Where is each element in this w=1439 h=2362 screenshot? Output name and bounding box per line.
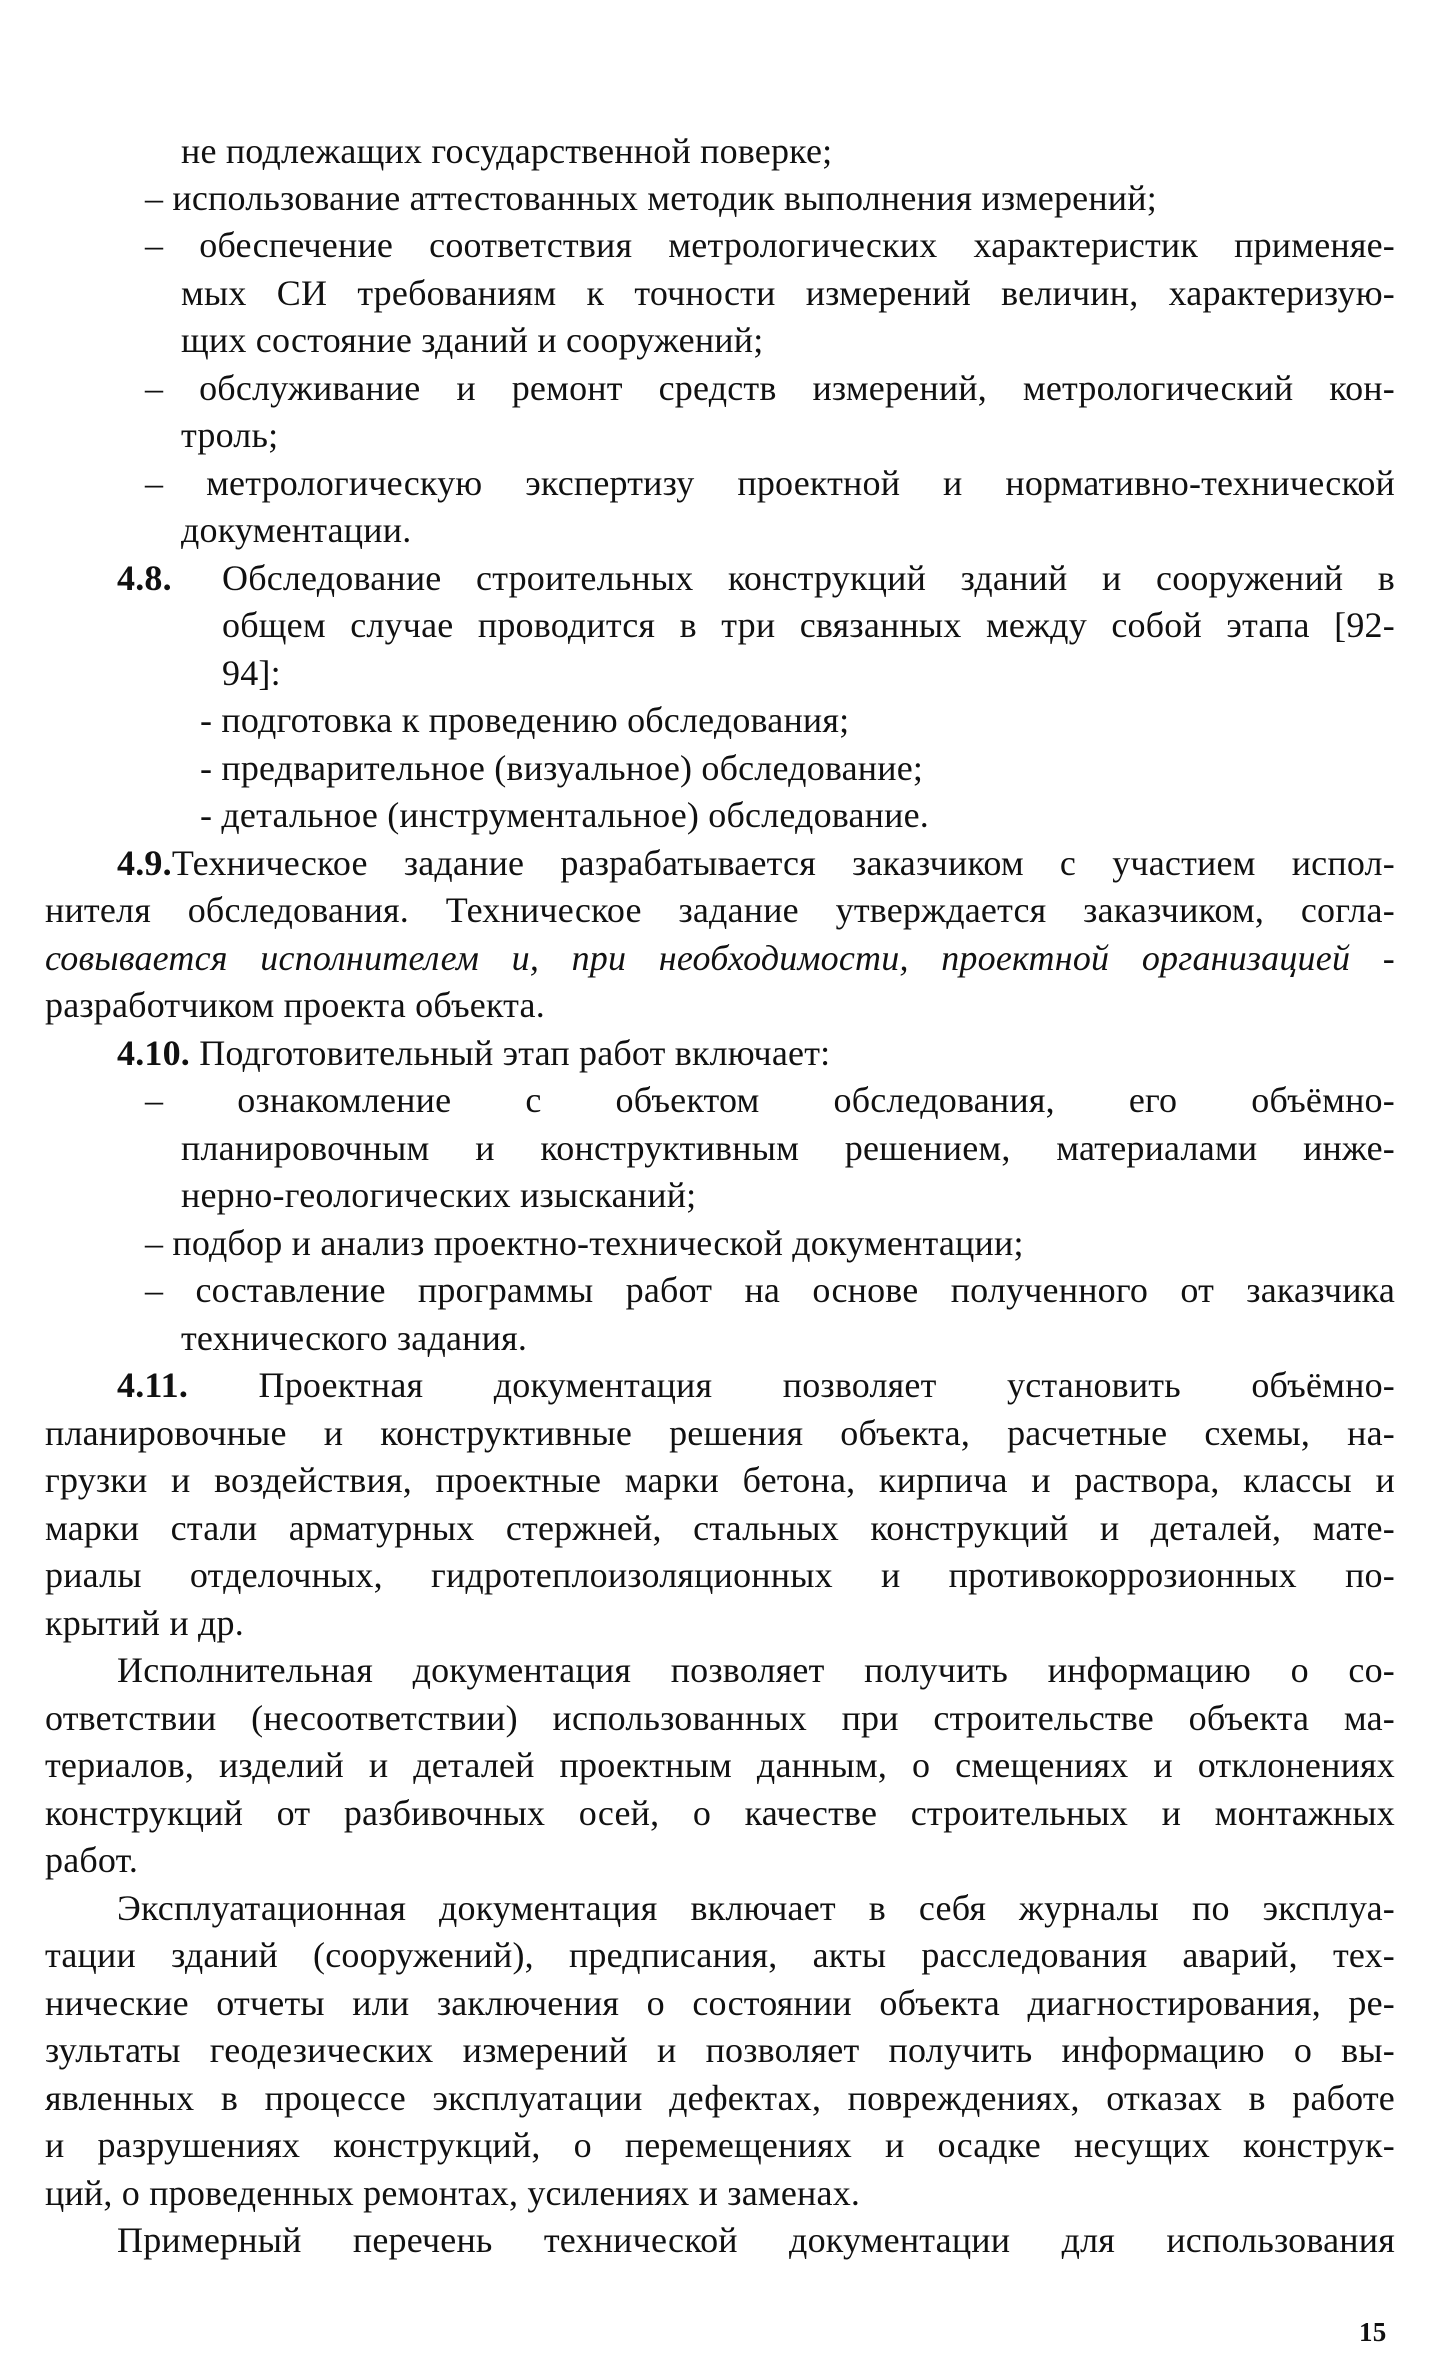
text-word: информацию — [1047, 1650, 1251, 1690]
text-word: его — [1128, 1080, 1178, 1120]
text-line — [45, 987, 545, 1023]
text-word: о — [573, 2125, 592, 2165]
text-word: - — [1382, 938, 1395, 978]
text-word: и — [943, 463, 963, 503]
text-line — [117, 1035, 830, 1071]
text-word: о — [1293, 2030, 1313, 2070]
text-word: и — [1375, 1460, 1395, 1500]
text-word: стали — [170, 1508, 258, 1548]
text-word: монтажных — [1214, 1793, 1395, 1833]
text-word: обследования, — [833, 1080, 1055, 1120]
text-word: СИ — [276, 273, 328, 313]
text-word: ознакомление — [237, 1080, 452, 1120]
text-word: перемещениях — [624, 2125, 852, 2165]
text-line — [45, 2127, 1395, 2163]
text-word: испол- — [1291, 843, 1395, 883]
text-word: кон- — [1329, 368, 1395, 408]
text-line — [117, 1652, 1395, 1688]
text-word: требованиям — [357, 273, 557, 313]
text-segment: 4.8. — [117, 558, 172, 598]
text-word: включает — [690, 1888, 836, 1928]
text-word: (несоответствии) — [251, 1698, 518, 1738]
text-line — [145, 370, 1395, 406]
text-word: и — [1161, 1793, 1182, 1833]
text-word: в — [1377, 558, 1395, 598]
text-word: составление — [195, 1270, 386, 1310]
text-word: конструктивным — [540, 1128, 800, 1168]
text-word: отклонениях — [1197, 1745, 1395, 1785]
text-word: 4.11. — [117, 1365, 189, 1405]
text-segment: троль; — [181, 415, 279, 455]
text-word: информацию — [1061, 2030, 1265, 2070]
text-word: гидротеплоизоляционных — [431, 1555, 833, 1595]
text-word: средств — [658, 368, 777, 408]
text-word: – — [145, 368, 164, 408]
text-segment: – использование аттестованных методик выполнения измерений; — [145, 178, 1157, 218]
text-word: разбивочных — [343, 1793, 546, 1833]
text-segment: работ. — [45, 1840, 139, 1880]
text-word: объёмно- — [1251, 1365, 1395, 1405]
text-word: зданий — [171, 1935, 278, 1975]
text-line — [45, 1510, 1395, 1546]
text-line — [45, 2032, 1395, 2068]
text-segment: - предварительное (визуальное) обследование; — [200, 748, 924, 788]
text-word: объектом — [615, 1080, 760, 1120]
text-word: Обследование — [222, 558, 442, 598]
text-word: использованных — [552, 1698, 807, 1738]
text-word: между — [985, 605, 1087, 645]
text-segment: крытий и др. — [45, 1603, 244, 1643]
text-line — [45, 2175, 860, 2211]
text-word: ма- — [1343, 1698, 1395, 1738]
text-word: и — [1153, 1745, 1173, 1785]
text-word: сооружений — [1156, 558, 1344, 598]
text-word: и, — [511, 938, 540, 978]
text-word: организацией — [1141, 938, 1351, 978]
text-word: Примерный — [117, 2220, 302, 2260]
text-word: классы — [1243, 1460, 1352, 1500]
text-word: измерений — [462, 2030, 628, 2070]
text-word: качестве — [744, 1793, 878, 1833]
text-word: изделий — [218, 1745, 344, 1785]
text-word: с — [1059, 843, 1077, 883]
text-word: позволяет — [782, 1365, 937, 1405]
text-word: технической — [543, 2220, 738, 2260]
text-word: несущих — [1073, 2125, 1210, 2165]
text-line — [222, 607, 1395, 643]
text-word: установить — [1007, 1365, 1181, 1405]
text-word: заказчиком — [852, 843, 1024, 883]
text-word: явленных — [45, 2078, 195, 2118]
text-line — [45, 1605, 244, 1641]
text-word: проектной — [941, 938, 1110, 978]
text-line — [145, 1225, 1024, 1261]
text-line — [181, 133, 832, 169]
text-word: разрабатывается — [560, 843, 816, 883]
text-line — [45, 1557, 1395, 1593]
text-word: величин, — [1001, 273, 1139, 313]
text-word: тации — [45, 1935, 136, 1975]
text-word: соответствия — [429, 225, 633, 265]
text-word: деталей — [413, 1745, 535, 1785]
text-word: получить — [864, 1650, 1009, 1690]
text-word: совывается — [45, 938, 228, 978]
text-word: и — [475, 1128, 495, 1168]
text-word: строительстве — [933, 1698, 1154, 1738]
text-word: метрологический — [1022, 368, 1294, 408]
text-segment: документации. — [181, 510, 412, 550]
text-word: мате- — [1312, 1508, 1395, 1548]
text-line — [145, 465, 1395, 501]
text-word: ре- — [1348, 1983, 1395, 2023]
text-word: измерений, — [812, 368, 987, 408]
text-word: в — [679, 605, 697, 645]
text-word: эксплуа- — [1262, 1888, 1395, 1928]
text-word: Техническое — [445, 890, 642, 930]
text-word: [92- — [1334, 605, 1395, 645]
text-word: точности — [634, 273, 776, 313]
text-word: отчеты — [216, 1983, 325, 2023]
text-line — [45, 1937, 1395, 1973]
text-word: конструкций — [45, 1793, 244, 1833]
text-word: грузки — [45, 1460, 148, 1500]
text-word: заказчика — [1246, 1270, 1395, 1310]
text-word: процессе — [264, 2078, 406, 2118]
text-word: (сооружений), — [313, 1935, 534, 1975]
text-segment: разработчиком проекта объекта. — [45, 985, 545, 1025]
text-word: Техническое — [171, 843, 368, 883]
text-line — [222, 560, 1395, 596]
text-line — [181, 1320, 527, 1356]
text-line — [200, 797, 929, 833]
text-word: три — [721, 605, 776, 645]
text-word: конструкций — [727, 558, 927, 598]
text-word: объекта, — [840, 1413, 971, 1453]
text-word: раствора, — [1074, 1460, 1220, 1500]
text-line — [181, 275, 1395, 311]
text-line — [145, 1082, 1395, 1118]
text-word: дефектах, — [669, 2078, 822, 2118]
text-word: проектной — [737, 463, 901, 503]
text-word: зультаты — [45, 2030, 181, 2070]
text-word: и — [171, 1460, 191, 1500]
text-word: териалов, — [45, 1745, 195, 1785]
text-word: диагностирования, — [1027, 1983, 1321, 2023]
text-word: повреждениях, — [847, 2078, 1080, 2118]
text-word: марки — [45, 1508, 140, 1548]
text-word: схемы, — [1204, 1413, 1311, 1453]
text-word — [117, 845, 368, 881]
text-word: экспертизу — [525, 463, 695, 503]
text-word: объекта — [879, 1983, 1000, 2023]
text-word: осадке — [937, 2125, 1041, 2165]
text-word: необходимости, — [658, 938, 909, 978]
page-number: 15 — [1359, 2317, 1387, 2347]
text-word: обследования. — [187, 890, 410, 930]
text-word: от — [276, 1793, 311, 1833]
text-word: собой — [1111, 605, 1202, 645]
text-line — [145, 1272, 1395, 1308]
text-word: себя — [918, 1888, 987, 1928]
text-word: и — [1099, 1508, 1120, 1548]
text-word: и — [657, 2030, 677, 2070]
text-word: работ — [625, 1270, 713, 1310]
text-word: эксплуатации — [432, 2078, 643, 2118]
text-word: на — [744, 1270, 781, 1310]
text-segment: нерно-геологических изысканий; — [181, 1175, 697, 1215]
text-word: метрологических — [668, 225, 938, 265]
text-word: стержней, — [505, 1508, 662, 1548]
text-line — [181, 417, 278, 453]
text-segment: щих состояние зданий и сооружений; — [181, 320, 764, 360]
text-word: состоянии — [692, 1983, 852, 2023]
text-word: расчетные — [1007, 1413, 1168, 1453]
text-word: геодезических — [209, 2030, 434, 2070]
text-word: и — [45, 2125, 65, 2165]
text-word: 4.9. — [117, 843, 172, 883]
text-word: противокоррозионных — [948, 1555, 1297, 1595]
text-segment: ций, о проведенных ремонтах, усилениях и заменах. — [45, 2173, 861, 2213]
text-word: планировочные — [45, 1413, 287, 1453]
text-line — [45, 1795, 1395, 1831]
text-word: получить — [888, 2030, 1033, 2070]
text-word: Исполнительная — [117, 1650, 373, 1690]
text-word: позволяет — [705, 2030, 860, 2070]
text-word: метрологическую — [206, 463, 483, 503]
text-word: ремонт — [511, 368, 623, 408]
text-word: марки — [624, 1460, 720, 1500]
text-word: предписания, — [568, 1935, 778, 1975]
text-word: нормативно-технической — [1005, 463, 1395, 503]
text-line — [117, 2222, 1395, 2258]
text-line — [45, 1747, 1395, 1783]
text-word: применяе- — [1234, 225, 1395, 265]
text-word: проектные — [435, 1460, 602, 1500]
text-word: конструктивные — [380, 1413, 633, 1453]
text-line — [181, 512, 411, 548]
text-segment: - детальное (инструментальное) обследование. — [200, 795, 929, 835]
text-word: нителя — [45, 890, 151, 930]
text-word: при — [841, 1698, 899, 1738]
text-word: обслуживание — [199, 368, 421, 408]
text-line — [117, 1367, 1395, 1403]
text-line — [45, 1415, 1395, 1451]
text-word: документация — [493, 1365, 713, 1405]
text-word: характеристик — [973, 225, 1199, 265]
text-line — [117, 845, 1395, 881]
text-word: этапа — [1226, 605, 1310, 645]
text-word: строительных — [910, 1793, 1129, 1833]
text-word: с — [525, 1080, 542, 1120]
text-word: кирпича — [878, 1460, 1008, 1500]
text-word: строительных — [476, 558, 694, 598]
text-word: и — [323, 1413, 344, 1453]
text-line — [145, 180, 1395, 216]
text-word: согла- — [1300, 890, 1395, 930]
text-word: в — [868, 1888, 886, 1928]
text-word: позволяет — [670, 1650, 825, 1690]
text-word: или — [352, 1983, 410, 2023]
text-word: и — [368, 1745, 389, 1785]
text-word: проектным — [559, 1745, 733, 1785]
text-word: ответствии — [45, 1698, 217, 1738]
text-word: смещениях — [955, 1745, 1129, 1785]
text-word: воздействия, — [214, 1460, 412, 1500]
text-word: о — [1290, 1650, 1309, 1690]
text-segment: технического задания. — [181, 1318, 528, 1358]
text-word: задание — [403, 843, 525, 883]
text-word: инже- — [1303, 1128, 1395, 1168]
text-word: стальных — [693, 1508, 839, 1548]
text-word: документация — [439, 1888, 658, 1928]
text-word: в — [220, 2078, 239, 2118]
text-line — [45, 1985, 1395, 2021]
text-word: расследования — [921, 1935, 1148, 1975]
text-word: участием — [1112, 843, 1256, 883]
text-word: материалами — [1056, 1128, 1258, 1168]
text-line — [145, 227, 1395, 263]
text-word: Проектная — [258, 1365, 424, 1405]
text-line — [117, 1890, 1395, 1926]
text-word: зданий — [960, 558, 1068, 598]
text-word: – — [145, 1270, 164, 1310]
text-line — [181, 1177, 696, 1213]
text-word: от — [1180, 1270, 1215, 1310]
text-word: – — [145, 1080, 164, 1120]
text-line — [45, 1842, 138, 1878]
text-line — [181, 322, 763, 358]
text-word: использования — [1166, 2220, 1395, 2260]
text-word: отделочных, — [189, 1555, 383, 1595]
text-word: конструкций, — [333, 2125, 541, 2165]
text-segment: 94]: — [222, 653, 281, 693]
text-line — [45, 2080, 1395, 2116]
text-word: документация — [412, 1650, 632, 1690]
text-line — [222, 655, 281, 691]
text-word: тех- — [1332, 1935, 1395, 1975]
text-word: конструкций — [870, 1508, 1069, 1548]
text-line — [45, 940, 1395, 976]
text-word: мых — [181, 273, 247, 313]
text-word: на- — [1347, 1413, 1395, 1453]
text-word: – — [145, 463, 164, 503]
text-word: перечень — [352, 2220, 493, 2260]
text-word: о — [646, 1983, 665, 2023]
text-segment: не подлежащих государственной поверке; — [181, 131, 833, 171]
text-word: утверждается — [835, 890, 1047, 930]
text-word: характеризую- — [1168, 273, 1395, 313]
text-word: отказах — [1106, 2078, 1223, 2118]
text-word: планировочным — [181, 1128, 430, 1168]
text-word: основе — [812, 1270, 919, 1310]
text-word: нические — [45, 1983, 189, 2023]
text-word: по- — [1345, 1555, 1395, 1595]
text-line — [117, 560, 172, 596]
text-word: – — [145, 225, 164, 265]
text-word: конструк- — [1243, 2125, 1395, 2165]
text-word: полученного — [950, 1270, 1149, 1310]
text-word: данным, — [756, 1745, 888, 1785]
text-line — [200, 750, 923, 786]
text-word: случае — [350, 605, 454, 645]
text-word: решения — [669, 1413, 804, 1453]
text-segment: 4.10. — [117, 1033, 190, 1073]
text-word: о — [692, 1793, 712, 1833]
text-word: к — [586, 273, 605, 313]
text-word: при — [571, 938, 627, 978]
text-line — [45, 1700, 1395, 1736]
text-word: о — [912, 1745, 931, 1785]
text-line — [45, 892, 1395, 928]
text-word: и — [1031, 1460, 1051, 1500]
text-word: общем — [222, 605, 326, 645]
text-line — [181, 1130, 1395, 1166]
text-word: задание — [678, 890, 799, 930]
text-word: арматурных — [288, 1508, 475, 1548]
text-line — [200, 702, 849, 738]
text-word: объёмно- — [1251, 1080, 1395, 1120]
text-word: со- — [1348, 1650, 1395, 1690]
text-segment: – подбор и анализ проектно-технической документации; — [145, 1223, 1024, 1263]
text-word: решением, — [844, 1128, 1011, 1168]
text-word: для — [1061, 2220, 1116, 2260]
text-word: и — [456, 368, 476, 408]
text-word: обеспечение — [199, 225, 394, 265]
text-word: и — [881, 1555, 901, 1595]
text-word: Эксплуатационная — [117, 1888, 407, 1928]
text-line — [45, 1462, 1395, 1498]
text-word: разрушениях — [97, 2125, 301, 2165]
text-word: журналы — [1019, 1888, 1160, 1928]
text-word: вы- — [1341, 2030, 1395, 2070]
text-word: программы — [417, 1270, 594, 1310]
text-word: аварий, — [1182, 1935, 1298, 1975]
text-word: и — [885, 2125, 905, 2165]
text-word: осей, — [578, 1793, 660, 1833]
text-word: в — [1248, 2078, 1266, 2118]
text-segment: Подготовительный этап работ включает: — [190, 1033, 831, 1073]
text-word: акты — [812, 1935, 887, 1975]
text-word: риалы — [45, 1555, 142, 1595]
text-word: и — [1102, 558, 1122, 598]
text-word: заключения — [436, 1983, 620, 2023]
text-word: объекта — [1188, 1698, 1310, 1738]
text-word: бетона, — [742, 1460, 856, 1500]
text-word: проводится — [477, 605, 656, 645]
text-word: исполнителем — [260, 938, 480, 978]
text-segment: - подготовка к проведению обследования; — [200, 700, 850, 740]
text-word: деталей, — [1150, 1508, 1282, 1548]
text-word: документации — [789, 2220, 1011, 2260]
text-word: измерений — [805, 273, 972, 313]
text-word: работе — [1292, 2078, 1395, 2118]
text-word: по — [1191, 1888, 1230, 1928]
text-word: заказчиком, — [1083, 890, 1265, 930]
text-word: связанных — [799, 605, 962, 645]
